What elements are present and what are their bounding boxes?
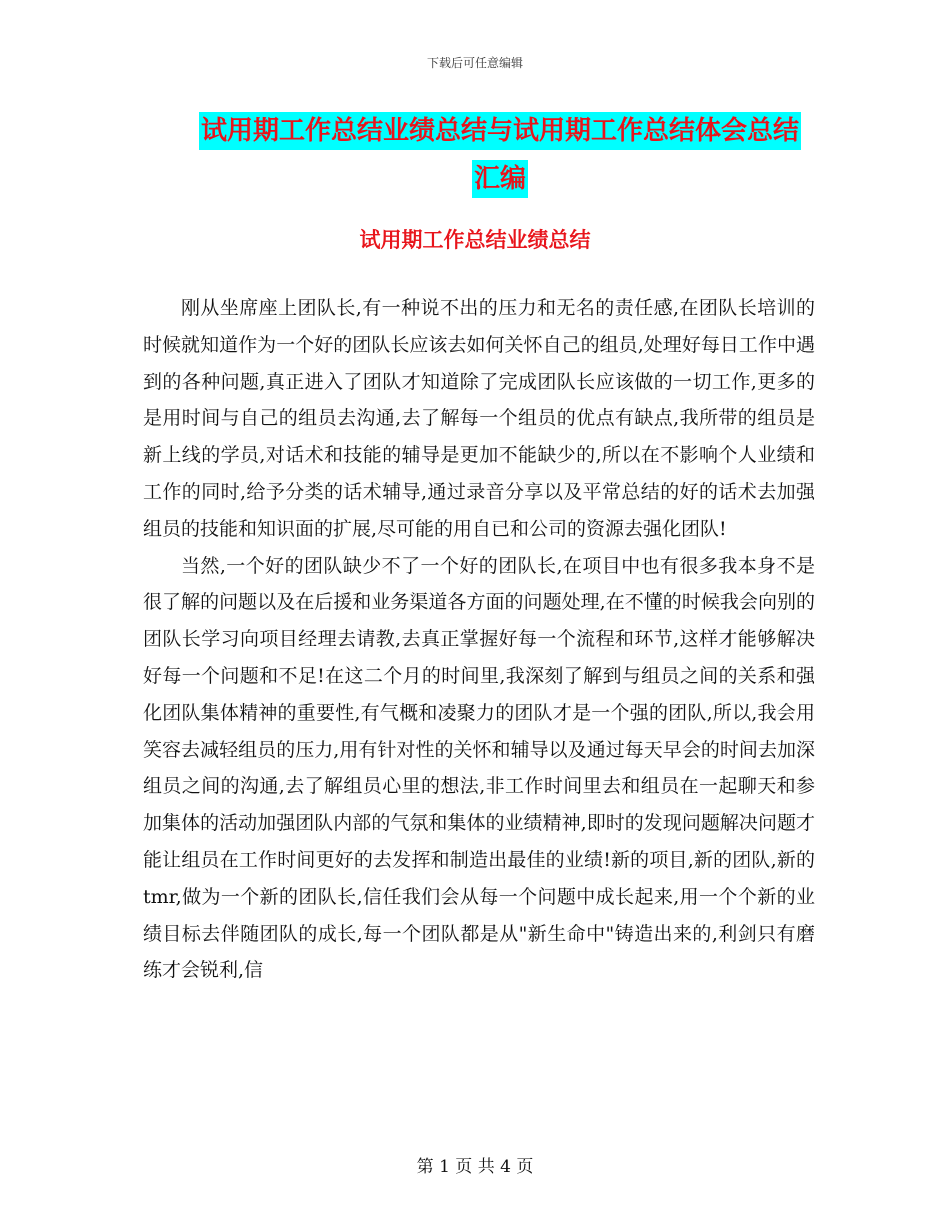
- page-footer-number: 第 1 页 共 4 页: [416, 1157, 534, 1177]
- section-title: 试用期工作总结业绩总结: [359, 228, 591, 252]
- document-title: [130, 112, 870, 198]
- document-title-line-2: 汇编: [472, 160, 528, 198]
- body-text: [143, 290, 815, 989]
- paragraph-2: 当然,一个好的团队缺少不了一个好的团队长,在项目中也有很多我本身不是很了解的问题以及在后援和业务渠道各方面的问题处理,在不懂的时候我会向别的团队长学习向项目经理去请教,去真正掌握好每一个流程和环节,这样才能够解决好每一个问题和不足!在这二个月的时间里,我深刻了解到与组员之间的关系和强化团队集体精神的重要性,有气概和凌聚力的团队才是一个强的团队,所以,我会用笑容去减轻组员的压力,用有针对性的关怀和辅导以及通过每天早会的时间去加深组员之间的沟通,去了解组员心里的想法,非工作时间里去和组员在一起聊天和参加集体的活动加强团队内部的气氛和集体的业绩精神,即时的发现问题解决问题才能让组员在工作时间更好的去发挥和制造出最佳的业绩!新的项目,新的团队,新的tmr,做为一个新的团队长,信任我们会从每一个问题中成长起来,用一个个新的业绩目标去伴随团队的成长,每一个团队都是从"新生命中"铸造出来的,利剑只有磨练才会锐利,信: [143, 554, 815, 982]
- document-title-line-1: 试用期工作总结业绩总结与试用期工作总结体会总结: [199, 112, 801, 150]
- paragraph-1: 刚从坐席座上团队长,有一种说不出的压力和无名的责任感,在团队长培训的时候就知道作为一个好的团队长应该去如何关怀自己的组员,处理好每日工作中遇到的各种问题,真正进入了团队才知道除了完成团队长应该做的一切工作,更多的是用时间与自己的组员去沟通,去了解每一个组员的优点有缺点,我所带的组员是新上线的学员,对话术和技能的辅导是更加不能缺少的,所以在不影响个人业绩和工作的同时,给予分类的话术辅导,通过录音分享以及平常总结的好的话术去加强组员的技能和知识面的扩展,尽可能的用自已和公司的资源去强化团队!: [143, 297, 815, 540]
- page-header-note: 下载后可任意编辑: [426, 56, 523, 70]
